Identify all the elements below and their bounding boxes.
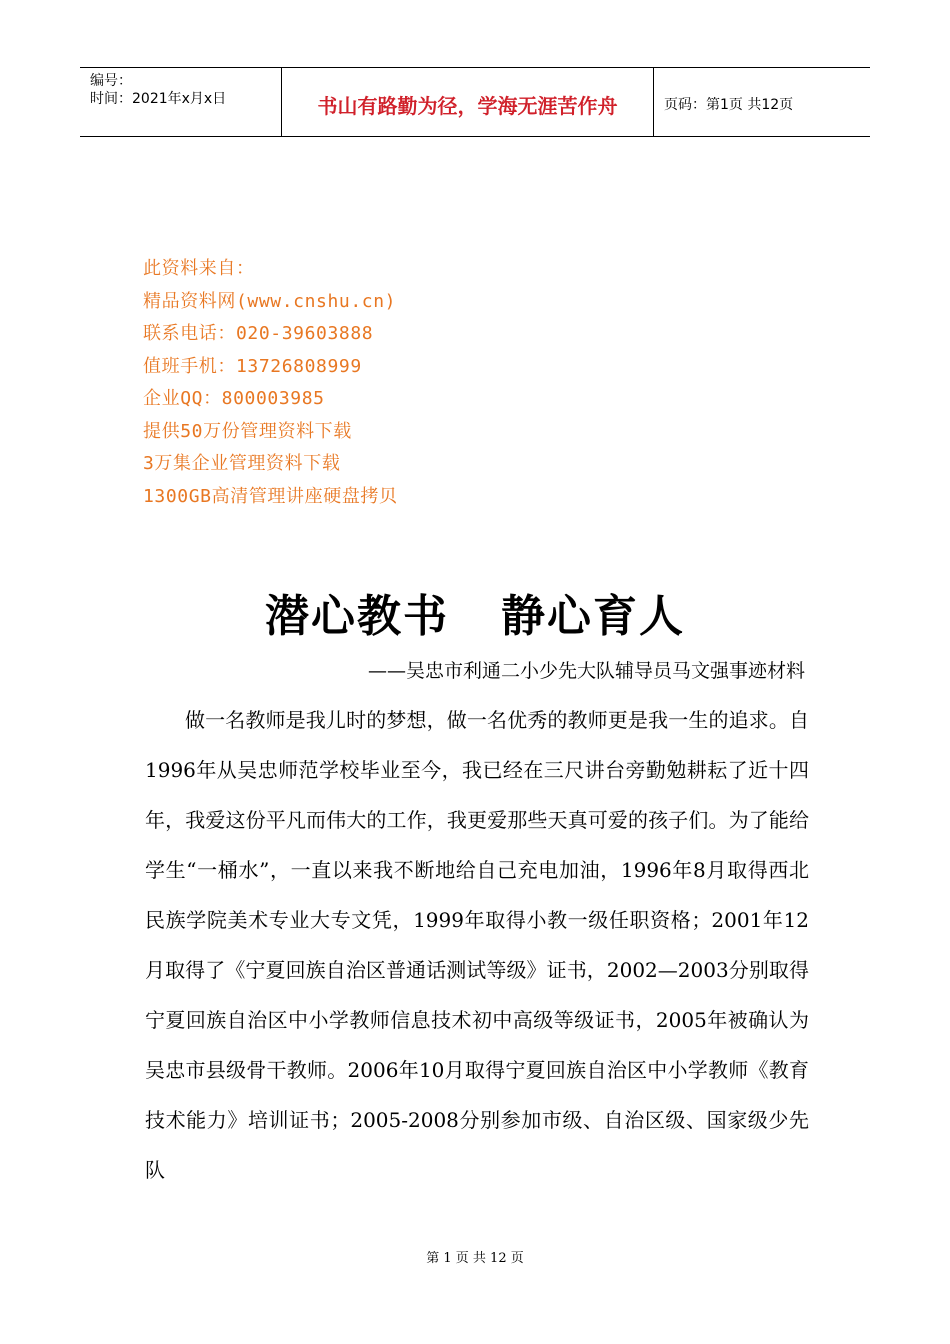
body-paragraph: 做一名教师是我儿时的梦想，做一名优秀的教师更是我一生的追求。自1996年从吴忠师范学校毕业至今，我已经在三尺讲台旁勤勉耕耘了近十四年，我爱这份平凡而伟大的工作，我更爱那些天真可爱的孩子们。为了能给学生“一桶水”，一直以来我不断地给自己充电加油，1996年8月取得西北民族学院美术专业大专文凭，1999年取得小教一级任职资格；2001年12月取得了《宁夏回族自治区普通话测试等级》证书，2002—2003分别取得宁夏回族自治区中小学教师信息技术初中高级等级证书，2005年被确认为吴忠市县级骨干教师。2006年10月取得宁夏回族自治区中小学教师《教育技术能力》培训证书；2005-2008分别参加市级、自治区级、国家级少先队 [145,708,809,1182]
page-header [80,67,870,137]
title-part-1: 潜心教书 [265,591,449,642]
title-part-2: 静心育人 [501,591,685,642]
source-line: 3万集企业管理资料下载 [143,453,341,474]
source-line: 提供50万份管理资料下载 [143,420,352,442]
source-line: 1300GB高清管理讲座硬盘拷贝 [143,485,398,507]
header-motto: 书山有路勤为径，学海无涯苦作舟 [282,68,654,136]
source-line-website[interactable]: 精品资料网(www.cnshu.cn) [143,290,397,312]
document-subtitle: ——吴忠市利通二小少先大队辅导员马文强事迹材料 [367,660,805,682]
source-line-qq: 企业QQ：800003985 [143,388,325,409]
source-line: 此资料来自： [143,258,255,279]
header-page-info: 页码：第1页 共12页 [664,97,794,113]
document-body [145,695,809,1195]
document-title [0,580,950,644]
page-footer: 第 1 页 共 12 页 [426,1251,524,1266]
source-line-mobile: 值班手机：13726808999 [143,355,362,377]
source-info-block [143,253,398,513]
document-date: 时间：2021年x月x日 [90,91,227,107]
source-line-phone: 联系电话：020-39603888 [143,323,374,344]
document-number-label: 编号： [90,73,132,89]
header-meta [80,68,282,136]
